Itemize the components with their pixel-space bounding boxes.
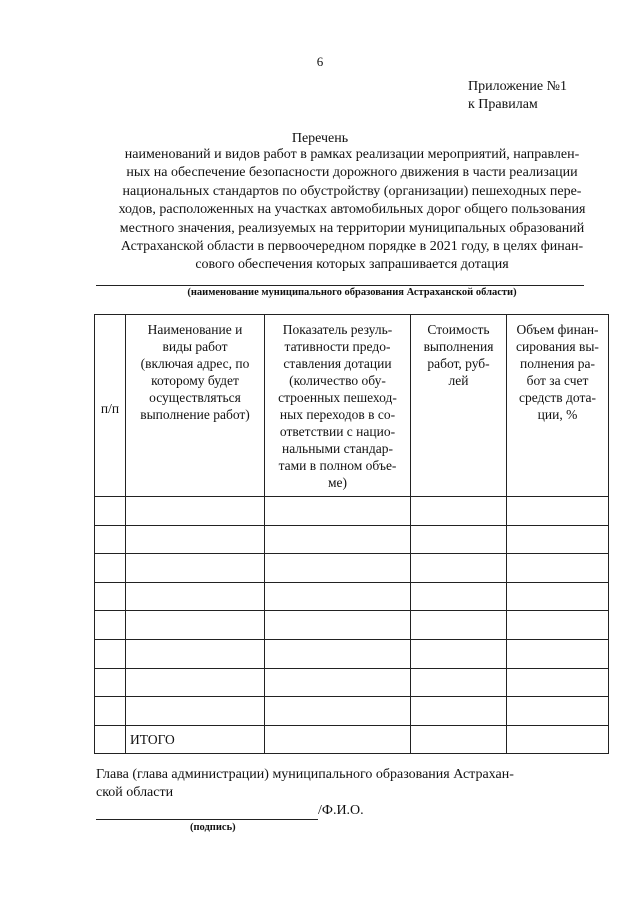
header-work-name bbox=[126, 315, 265, 497]
works-table bbox=[94, 314, 609, 754]
signatory-name-placeholder: /Ф.И.О. bbox=[318, 803, 364, 818]
table-cell bbox=[265, 697, 411, 726]
table-cell bbox=[507, 497, 609, 526]
table-cell bbox=[126, 668, 265, 697]
header-line: средств дота- bbox=[518, 390, 597, 405]
header-number bbox=[95, 315, 126, 497]
header-line: бот за счет bbox=[526, 373, 589, 388]
table-cell bbox=[507, 554, 609, 583]
table-cell bbox=[507, 697, 609, 726]
table-cell bbox=[95, 725, 126, 754]
table-header-row bbox=[95, 315, 609, 497]
table-cell bbox=[265, 582, 411, 611]
table-cell bbox=[411, 611, 507, 640]
header-line: виды работ bbox=[162, 339, 228, 354]
table-cell bbox=[126, 497, 265, 526]
table-cell bbox=[265, 554, 411, 583]
table-cell bbox=[95, 554, 126, 583]
table-cell bbox=[95, 525, 126, 554]
table-cell bbox=[411, 497, 507, 526]
header-line: ответствии с нацио- bbox=[279, 424, 396, 439]
table-cell bbox=[507, 582, 609, 611]
table-cell bbox=[411, 668, 507, 697]
table-cell bbox=[507, 725, 609, 754]
signatory-title bbox=[96, 766, 514, 802]
table-cell bbox=[126, 582, 265, 611]
description-line: местного значения, реализуемых на территории муниципальных образований bbox=[119, 220, 585, 236]
header-line: лей bbox=[448, 373, 469, 388]
header-line: выполнения bbox=[423, 339, 494, 354]
header-line: выполнение работ) bbox=[140, 407, 250, 422]
signature-caption: (подпись) bbox=[190, 822, 236, 833]
table-cell bbox=[507, 611, 609, 640]
appendix-note bbox=[468, 78, 567, 114]
header-line: Показатель резуль- bbox=[282, 322, 393, 337]
table-cell bbox=[126, 639, 265, 668]
header-cost bbox=[411, 315, 507, 497]
header-line: тами в полном объе- bbox=[278, 458, 397, 473]
table-cell bbox=[265, 611, 411, 640]
header-line: строенных пешеход- bbox=[278, 390, 397, 405]
table-row bbox=[95, 697, 609, 726]
header-line: ции, % bbox=[537, 407, 578, 422]
table-row bbox=[95, 611, 609, 640]
municipality-blank-line bbox=[96, 285, 584, 286]
header-line: (включая адрес, по bbox=[140, 356, 250, 371]
description-line: сового обеспечения которых запрашивается дотация bbox=[195, 257, 509, 273]
table-row bbox=[95, 668, 609, 697]
header-line: сирования вы- bbox=[516, 339, 599, 354]
header-financing-share bbox=[507, 315, 609, 497]
table-cell bbox=[411, 725, 507, 754]
table-cell bbox=[507, 668, 609, 697]
table-cell bbox=[95, 639, 126, 668]
signatory-line-2: ской области bbox=[96, 785, 174, 800]
table-cell bbox=[411, 582, 507, 611]
table-cell bbox=[265, 639, 411, 668]
page-number: 6 bbox=[316, 54, 324, 69]
table-cell bbox=[265, 725, 411, 754]
table-row bbox=[95, 497, 609, 526]
description-line: Астраханской области в первоочередном порядке в 2021 году, в целях финан- bbox=[120, 239, 584, 255]
table-row bbox=[95, 525, 609, 554]
table-cell bbox=[126, 554, 265, 583]
header-line: п/п bbox=[100, 401, 120, 416]
header-line: полнения ра- bbox=[519, 356, 596, 371]
header-line: ставления дотации bbox=[283, 356, 392, 371]
table-cell bbox=[411, 697, 507, 726]
header-line: нальными стандар- bbox=[281, 441, 394, 456]
table-cell bbox=[507, 639, 609, 668]
header-indicator bbox=[265, 315, 411, 497]
table-cell bbox=[411, 639, 507, 668]
header-line: ных переходов в со- bbox=[279, 407, 396, 422]
table-cell bbox=[95, 611, 126, 640]
signature-blank-line bbox=[96, 819, 318, 820]
document-description bbox=[96, 146, 608, 275]
signatory-line-1: Глава (глава администрации) муниципального образования Астрахан- bbox=[96, 767, 514, 782]
description-line: национальных стандартов по обустройству (организации) пешеходных пере- bbox=[122, 183, 582, 199]
table-cell bbox=[411, 525, 507, 554]
appendix-line-2: к Правилам bbox=[468, 97, 538, 112]
total-row bbox=[95, 725, 609, 754]
municipality-caption: (наименование муниципального образования Астраханской области) bbox=[187, 287, 517, 298]
table-row bbox=[95, 554, 609, 583]
table-cell bbox=[126, 697, 265, 726]
appendix-line-1: Приложение №1 bbox=[468, 79, 567, 94]
table-cell bbox=[507, 525, 609, 554]
header-line: Стоимость bbox=[427, 322, 490, 337]
table-cell bbox=[265, 668, 411, 697]
header-line: Наименование и bbox=[147, 322, 243, 337]
table-row bbox=[95, 639, 609, 668]
document-title: Перечень bbox=[291, 131, 349, 146]
table-cell bbox=[95, 668, 126, 697]
header-line: которому будет bbox=[151, 373, 239, 388]
table-cell bbox=[95, 697, 126, 726]
description-line: наименований и видов работ в рамках реализации мероприятий, направлен- bbox=[124, 147, 580, 162]
table-cell bbox=[126, 525, 265, 554]
header-line: Объем финан- bbox=[516, 322, 599, 337]
table-cell bbox=[411, 554, 507, 583]
header-line: работ, руб- bbox=[427, 356, 490, 371]
table-cell bbox=[95, 582, 126, 611]
total-label: ИТОГО bbox=[126, 725, 265, 754]
table-cell bbox=[265, 497, 411, 526]
table-row bbox=[95, 582, 609, 611]
description-line: ных на обеспечение безопасности дорожного движения в части реализации bbox=[126, 165, 578, 181]
table-cell bbox=[126, 611, 265, 640]
header-line: (количество обу- bbox=[289, 373, 386, 388]
table-cell bbox=[95, 497, 126, 526]
header-line: осуществляться bbox=[149, 390, 241, 405]
header-line: тативности предо- bbox=[284, 339, 391, 354]
header-line: ме) bbox=[327, 475, 348, 490]
description-line: ходов, расположенных на участках автомобильных дорог общего пользования bbox=[118, 202, 586, 218]
table-cell bbox=[265, 525, 411, 554]
